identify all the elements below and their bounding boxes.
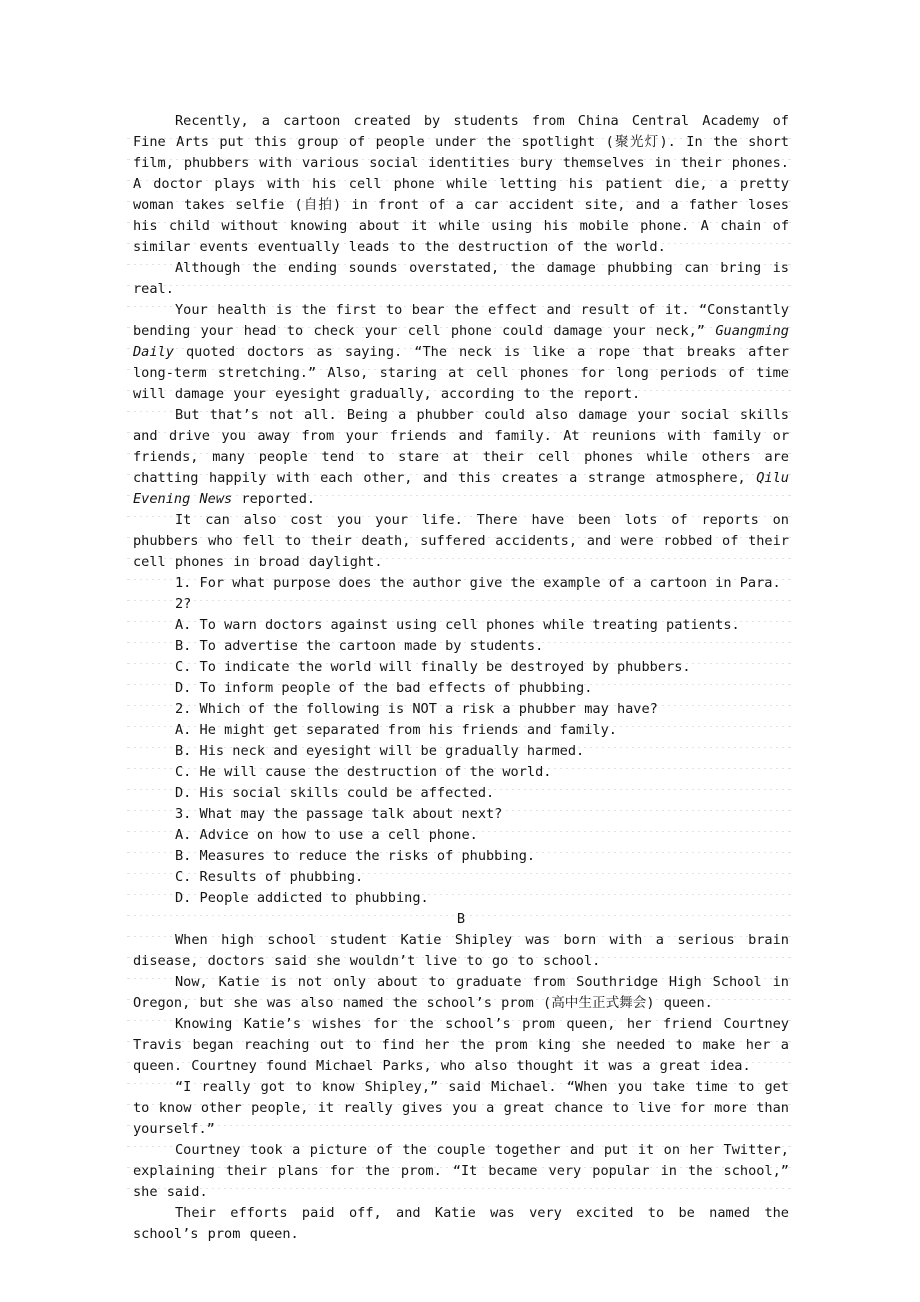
passage-b-paragraph-2	[133, 972, 789, 1014]
section-b-header: B	[456, 911, 466, 927]
question-3-option-a: A. Advice on how to use a cell phone.	[175, 827, 478, 843]
paragraph-text: Knowing Katie’s wishes for the school’s prom queen, her friend Courtney Travis began reaching out to find her the prom king she needed to make her a queen. Courtney found Michael Parks, who also thought it was a great idea.	[133, 1016, 789, 1074]
passage-a-paragraph-3	[133, 300, 789, 405]
paragraph-text: Although the ending sounds overstated, the damage phubbing can bring is real.	[133, 260, 789, 297]
passage-b-paragraph-4	[133, 1077, 789, 1140]
passage-a-paragraph-4	[133, 405, 789, 510]
question-1-option-d: D. To inform people of the bad effects of phubbing.	[175, 680, 593, 696]
newspaper-name-guangming-daily: Guangming Daily	[133, 323, 789, 360]
passage-a-paragraph-1	[133, 111, 789, 258]
passage-a-paragraph-5	[133, 510, 789, 573]
passage-b-paragraph-5	[133, 1140, 789, 1203]
paragraph-text: Now, Katie is not only about to graduate from Southridge High School in Oregon, but she was also named the school’s prom (高中生正式舞会) queen.	[133, 974, 789, 1011]
question-2-option-a: A. He might get separated from his friends and family.	[175, 722, 617, 738]
passage-b-paragraph-6	[133, 1203, 789, 1245]
paragraph-text: quoted doctors as saying. “The neck is like a rope that breaks after long-term stretching.” Also, staring at cell phones for long periods of time will damage your eyesight gradually, according to the report.	[133, 344, 789, 402]
question-2-option-c: C. He will cause the destruction of the world.	[175, 764, 552, 780]
question-3-option-b: B. Measures to reduce the risks of phubbing.	[175, 848, 536, 864]
question-2-option-b: B. His neck and eyesight will be gradually harmed.	[175, 743, 585, 759]
paragraph-text: Recently, a cartoon created by students from China Central Academy of Fine Arts put this group of people under the spotlight (聚光灯). In the short film, phubbers with various social identities bury themselves in their phones. A doctor plays with his cell phone while letting his patient die, a pretty woman takes selfie (自拍) in front of a car accident site, and a father loses his child without knowing about it while using his mobile phone. A chain of similar events eventually leads to the destruction of the world.	[133, 113, 789, 255]
paragraph-text: “I really got to know Shipley,” said Michael. “When you take time to get to know other people, it really gives you a great chance to live for more than yourself.”	[133, 1079, 789, 1137]
question-1-option-a: A. To warn doctors against using cell phones while treating patients.	[175, 617, 740, 633]
paragraph-text: Your health is the first to bear the effect and result of it. “Constantly bending your head to check your cell phone could damage your neck,”	[133, 302, 789, 339]
document-page	[133, 111, 789, 1245]
paragraph-text: Courtney took a picture of the couple together and put it on her Twitter, explaining their plans for the prom. “It became very popular in the school,” she said.	[133, 1142, 789, 1200]
question-2-stem: 2. Which of the following is NOT a risk a phubber may have?	[175, 701, 658, 717]
question-3-option-c: C. Results of phubbing.	[175, 869, 364, 885]
question-3-option-d: D. People addicted to phubbing.	[175, 890, 429, 906]
question-3-stem: 3. What may the passage talk about next?	[175, 806, 503, 822]
question-2-option-d: D. His social skills could be affected.	[175, 785, 495, 801]
paragraph-text: When high school student Katie Shipley was born with a serious brain disease, doctors said she wouldn’t live to go to school.	[133, 932, 789, 969]
paragraph-text: reported.	[232, 491, 316, 507]
question-1-stem: 1. For what purpose does the author give the example of a cartoon in Para. 2?	[175, 575, 781, 612]
passage-b-paragraph-1	[133, 930, 789, 972]
passage-b-paragraph-3	[133, 1014, 789, 1077]
question-1-option-b: B. To advertise the cartoon made by students.	[175, 638, 544, 654]
paragraph-text: It can also cost you your life. There have been lots of reports on phubbers who fell to their death, suffered accidents, and were robbed of their cell phones in broad daylight.	[133, 512, 789, 570]
newspaper-name-qilu-evening-news: Qilu Evening News	[133, 470, 789, 507]
paragraph-text: But that’s not all. Being a phubber could also damage your social skills and drive you away from your friends and family. At reunions with family or friends, many people tend to stare at their cell phones while others are chatting happily with each other, and this creates a strange atmosphere,	[133, 407, 789, 486]
passage-a-paragraph-2	[133, 258, 789, 300]
question-1-option-c: C. To indicate the world will finally be destroyed by phubbers.	[175, 659, 691, 675]
paragraph-text: Their efforts paid off, and Katie was very excited to be named the school’s prom queen.	[133, 1205, 789, 1242]
